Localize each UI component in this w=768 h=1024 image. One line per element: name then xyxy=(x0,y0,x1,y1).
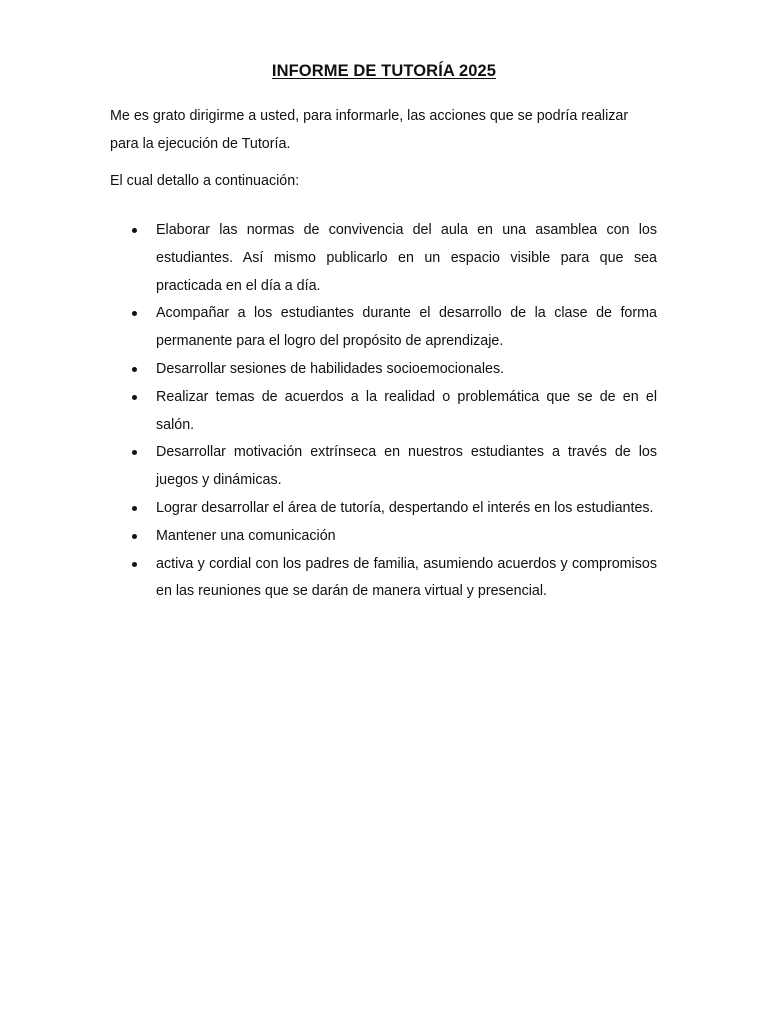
lead-paragraph: El cual detallo a continuación: xyxy=(110,173,300,189)
list-item-text: Mantener una comunicación xyxy=(156,527,336,544)
bullet-icon xyxy=(132,367,137,372)
bullet-icon xyxy=(132,450,137,455)
list-item xyxy=(110,439,657,495)
list-item-text: Desarrollar sesiones de habilidades socioemocionales. xyxy=(156,360,505,377)
list-item-text: activa y cordial con los padres de familia, asumiendo acuerdos y compromisos en las reuniones que se darán de manera virtual y presencial. xyxy=(156,555,657,600)
action-list xyxy=(110,217,657,606)
bullet-icon xyxy=(132,562,137,567)
list-item xyxy=(110,495,657,523)
list-item-text: Acompañar a los estudiantes durante el desarrollo de la clase de forma permanente para el logro del propósito de aprendizaje. xyxy=(156,305,657,350)
list-item-text: Elaborar las normas de convivencia del aula en una asamblea con los estudiantes. Así mismo publicarlo en un espacio visible para que sea practicada en el día a día. xyxy=(156,222,657,294)
list-item-text: Lograr desarrollar el área de tutoría, despertando el interés en los estudiantes. xyxy=(156,499,654,516)
document-title: INFORME DE TUTORÍA 2025 xyxy=(271,62,497,80)
bullet-icon xyxy=(132,534,137,539)
bullet-icon xyxy=(132,311,137,316)
bullet-icon xyxy=(132,395,137,400)
list-item-text: Desarrollar motivación extrínseca en nuestros estudiantes a través de los juegos y dinámicas. xyxy=(156,444,657,489)
list-item xyxy=(110,523,657,551)
list-item xyxy=(110,217,657,300)
bullet-icon xyxy=(132,228,137,233)
bullet-icon xyxy=(132,506,137,511)
list-item xyxy=(110,384,657,440)
list-item xyxy=(110,356,657,384)
list-item xyxy=(110,300,657,356)
list-item-text: Realizar temas de acuerdos a la realidad o problemática que se de en el salón. xyxy=(156,388,657,433)
list-item xyxy=(110,551,657,607)
intro-paragraph: Me es grato dirigirme a usted, para informarle, las acciones que se podría realizar para la ejecución de Tutoría. xyxy=(110,108,629,152)
